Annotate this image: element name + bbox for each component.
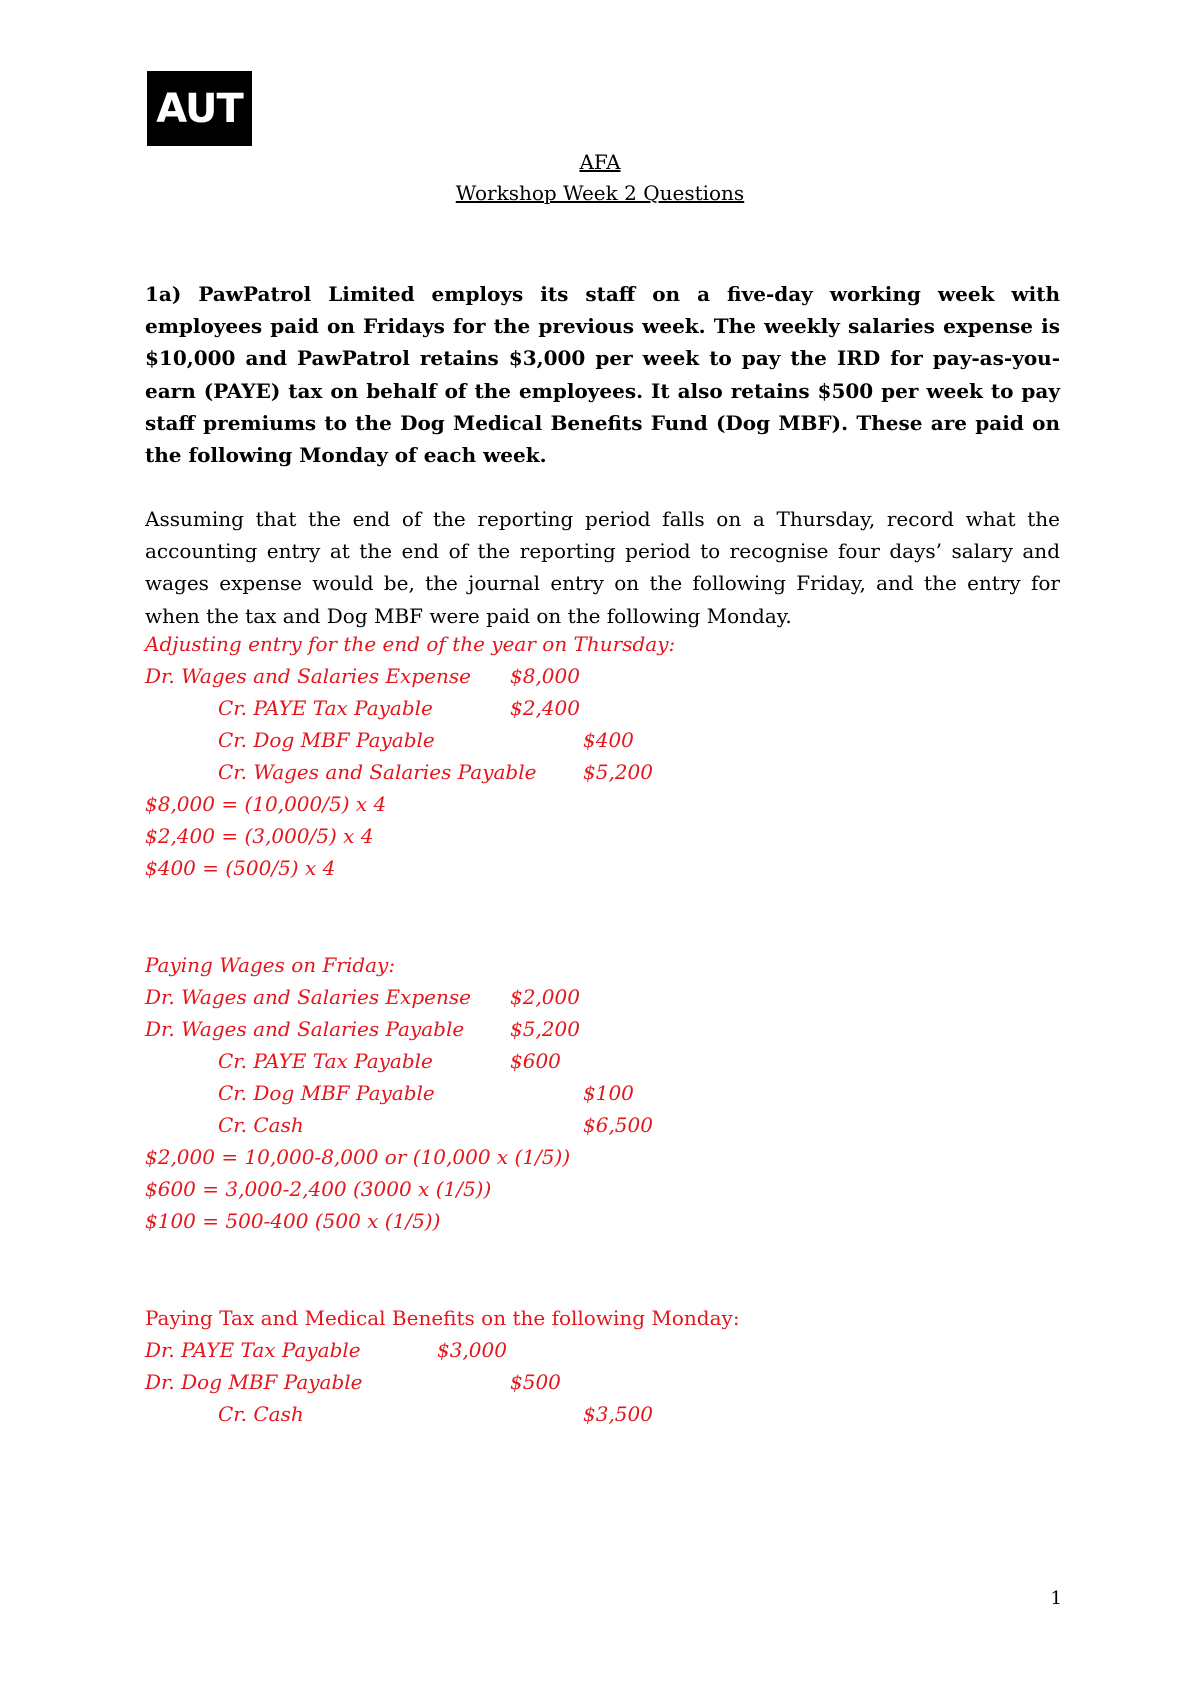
adjusting-account-4: Cr. Wages and Salaries Payable [218, 760, 537, 784]
friday-amount-5: $6,500 [583, 1113, 653, 1137]
document-title: AFA [579, 150, 621, 174]
friday-amount-4: $100 [583, 1081, 634, 1105]
friday-account-2: Dr. Wages and Salaries Payable [145, 1017, 465, 1041]
adjusting-account-2: Cr. PAYE Tax Payable [218, 696, 433, 720]
adjusting-working-3: $400 = (500/5) x 4 [145, 856, 336, 880]
adjusting-amount-1: $8,000 [510, 664, 580, 688]
friday-heading: Paying Wages on Friday: [145, 953, 396, 977]
adjusting-working-1: $8,000 = (10,000/5) x 4 [145, 792, 387, 816]
instruction-text: Assuming that the end of the reporting period falls on a Thursday, record what the accounting entry at the end of the reporting period to recognise four days’ salary and wages expense would be, the journal entry on the following Friday, and the entry for when the tax and Dog MBF were paid on the following Monday. [145, 507, 1060, 628]
friday-account-3: Cr. PAYE Tax Payable [218, 1049, 433, 1073]
friday-account-5: Cr. Cash [218, 1113, 304, 1137]
adjusting-account-1: Dr. Wages and Salaries Expense [145, 664, 471, 688]
adjusting-account-3: Cr. Dog MBF Payable [218, 728, 435, 752]
friday-working-1: $2,000 = 10,000-8,000 or (10,000 x (1/5)) [145, 1145, 571, 1169]
page-number: 1 [1050, 1588, 1062, 1609]
adjusting-amount-2: $2,400 [510, 696, 580, 720]
adjusting-working-2: $2,400 = (3,000/5) x 4 [145, 824, 374, 848]
question-text: 1a) PawPatrol Limited employs its staff on a five-day working week with employees paid on Fridays for the previous week. The weekly salaries expense is $10,000 and PawPatrol retains $3,000 per week to pay the IRD for pay-as-you-earn (PAYE) tax on behalf of the employees. It also retains $500 per week to pay staff premiums to the Dog Medical Benefits Fund (Dog MBF). These are paid on the following Monday of each week. [145, 282, 1060, 468]
aut-logo [147, 71, 252, 146]
adjusting-heading: Adjusting entry for the end of the year on Thursday: [145, 632, 676, 656]
monday-amount-3: $3,500 [583, 1402, 653, 1426]
friday-working-2: $600 = 3,000-2,400 (3000 x (1/5)) [145, 1177, 492, 1201]
monday-account-2: Dr. Dog MBF Payable [145, 1370, 363, 1394]
monday-amount-1: $3,000 [437, 1338, 507, 1362]
monday-heading: Paying Tax and Medical Benefits on the following Monday: [145, 1306, 740, 1330]
friday-amount-3: $600 [510, 1049, 561, 1073]
document-subtitle: Workshop Week 2 Questions [455, 181, 745, 205]
adjusting-amount-3: $400 [583, 728, 634, 752]
friday-working-3: $100 = 500-400 (500 x (1/5)) [145, 1209, 441, 1233]
monday-account-1: Dr. PAYE Tax Payable [145, 1338, 361, 1362]
friday-account-4: Cr. Dog MBF Payable [218, 1081, 435, 1105]
monday-account-3: Cr. Cash [218, 1402, 304, 1426]
friday-amount-1: $2,000 [510, 985, 580, 1009]
logo-text: AUT [156, 85, 243, 132]
friday-amount-2: $5,200 [510, 1017, 580, 1041]
friday-account-1: Dr. Wages and Salaries Expense [145, 985, 471, 1009]
adjusting-amount-4: $5,200 [583, 760, 653, 784]
monday-amount-2: $500 [510, 1370, 561, 1394]
